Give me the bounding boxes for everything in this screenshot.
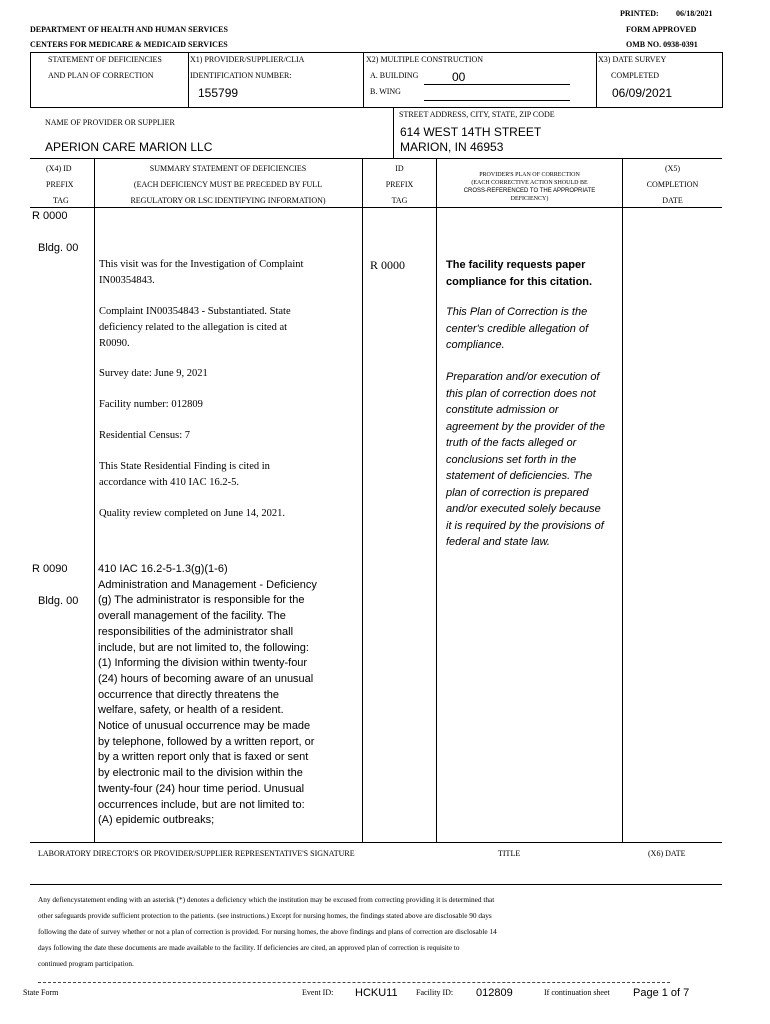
x1-label-2: IDENTIFICATION NUMBER:: [190, 71, 292, 80]
id-tag-r0000: R 0000: [370, 258, 406, 272]
building-value: 00: [452, 70, 466, 84]
x3-label-1: X3) DATE SURVEY: [598, 55, 667, 64]
provider-number: 155799: [198, 86, 239, 100]
page-number: Page 1 of 7: [633, 987, 690, 999]
poc-preparation-paragraph: Preparation and/or execution of this plan of correction does not constitute admission or agreement by the provider of the truth of the facts alleged or conclusions set forth in the statement of deficiencies. The plan of correction is prepared and/or executed solely because it is required by the provisions of federal and state law.: [446, 371, 605, 548]
address-label: STREET ADDRESS, CITY, STATE, ZIP CODE: [399, 110, 555, 119]
footnote-line-5: continued program participation.: [38, 959, 134, 968]
statement-label-1: STATEMENT OF DEFICIENCIES: [48, 55, 162, 64]
omb-number: OMB NO. 0938-0391: [626, 40, 698, 49]
event-id-label: Event ID:: [302, 988, 334, 997]
id-label-1: ID: [395, 164, 404, 173]
x5-label-1: (X5): [664, 164, 681, 173]
tag-r0000: R 0000: [32, 210, 68, 222]
poc-label-1: PROVIDER'S PLAN OF CORRECTION: [479, 172, 580, 178]
bldg-label-2: Bldg. 00: [38, 595, 79, 607]
building-label: A. BUILDING: [370, 71, 419, 80]
statement-label-2: AND PLAN OF CORRECTION: [48, 71, 154, 80]
printed-label: PRINTED:: [620, 9, 659, 18]
residential-finding-paragraph: This State Residential Finding is cited in accordance with 410 IAC 16.2-5.: [99, 461, 270, 488]
poc-label-3: CROSS-REFERENCED TO THE APPROPRIATE: [463, 188, 596, 194]
poc-credible-allegation: This Plan of Correction is the center's credible allegation of compliance.: [446, 306, 589, 351]
poc-paper-compliance: The facility requests paper compliance for this citation.: [446, 259, 593, 288]
facility-id-label: Facility ID:: [416, 988, 454, 997]
facility-id-value: 012809: [476, 987, 513, 999]
survey-date-line: Survey date: June 9, 2021: [99, 368, 208, 379]
x4-label-3: TAG: [53, 196, 69, 205]
footnote-line-4: days following the date these documents are made available to the facility. If deficiencies are cited, an approved plan of correction is requisite to: [38, 943, 460, 952]
address-line-2: MARION, IN 46953: [400, 140, 504, 154]
footnote-line-3: following the date of survey whether or not a plan of correction is provided. For nursing homes, the above findings and plans of correction are disclosable 14: [38, 927, 497, 936]
printed-date: 06/18/2021: [676, 9, 713, 18]
survey-date: 06/09/2021: [612, 86, 673, 100]
x6-date-label: (X6) DATE: [648, 849, 686, 858]
wing-label: B. WING: [370, 87, 401, 96]
residential-census-line: Residential Census: 7: [99, 430, 190, 441]
state-form-label: State Form: [23, 988, 59, 997]
x3-label-2: COMPLETED: [611, 71, 659, 80]
signature-label: LABORATORY DIRECTOR'S OR PROVIDER/SUPPLIER REPRESENTATIVE'S SIGNATURE: [38, 849, 355, 858]
regulation-text: 410 IAC 16.2-5-1.3(g)(1-6) Administration and Management - Deficiency (g) The administrator is responsible for the overall management of the facility. The responsibilities of the administrator shall include, but are not limited to, the following: (1) Informing the division within twenty-four (24) hours of becoming aware of an unusual occurrence that directly threatens the welfare, safety, or health of a resident. Notice of unusual occurrence may be made by telephone, followed by a written report, or by a written report only that is faxed or sent by electronic mail to the division within the twenty-four (24) hour time period. Unusual occurrences include, but are not limited to: (A) epidemic outbreaks;: [98, 563, 317, 827]
centers-name: CENTERS FOR MEDICARE & MEDICAID SERVICES: [30, 40, 228, 49]
form-approved: FORM APPROVED: [626, 25, 697, 34]
x4-label-2: PREFIX: [46, 180, 74, 189]
provider-name: APERION CARE MARION LLC: [45, 140, 213, 154]
x2-label: X2) MULTIPLE CONSTRUCTION: [366, 55, 484, 64]
summary-label-2: (EACH DEFICIENCY MUST BE PRECEDED BY FULL: [133, 180, 323, 189]
x1-label-1: X1) PROVIDER/SUPPLIER/CLIA: [190, 55, 305, 64]
id-label-3: TAG: [391, 196, 408, 205]
provider-name-label: NAME OF PROVIDER OR SUPPLIER: [45, 118, 175, 127]
deficiency-paragraph-2: Complaint IN00354843 - Substantiated. State deficiency related to the allegation is cited at R0090.: [99, 306, 291, 349]
footnote-line-2: other safeguards provide sufficient protection to the patients. (see instructions.) Except for nursing homes, the findings stated above are disclosable 90 days: [38, 911, 492, 920]
facility-number-line: Facility number: 012809: [99, 399, 203, 410]
tag-r0090: R 0090: [32, 563, 68, 575]
bldg-label-1: Bldg. 00: [38, 242, 79, 254]
x4-label-1: (X4) ID: [46, 164, 72, 173]
x5-label-3: DATE: [662, 196, 683, 205]
summary-label-1: SUMMARY STATEMENT OF DEFICIENCIES: [149, 164, 307, 173]
footnote-line-1: Any defiencystatement ending with an asterisk (*) denotes a deficiency which the institution may be excused from correcting providing it is determined that: [38, 895, 495, 904]
quality-review-line: Quality review completed on June 14, 2021.: [99, 508, 286, 519]
address-line-1: 614 WEST 14TH STREET: [400, 125, 542, 139]
continuation-label: If continuation sheet: [544, 988, 610, 997]
poc-label-4: DEFICIENCY): [510, 196, 549, 202]
deficiency-paragraph-1: This visit was for the Investigation of Complaint IN00354843.: [99, 259, 304, 286]
summary-label-3: REGULATORY OR LSC IDENTIFYING INFORMATION): [130, 196, 326, 205]
event-id-value: HCKU11: [355, 987, 398, 999]
poc-label-2: (EACH CORRECTIVE ACTION SHOULD BE: [471, 180, 588, 186]
id-label-2: PREFIX: [385, 180, 414, 189]
title-label: TITLE: [498, 849, 521, 858]
department-name: DEPARTMENT OF HEALTH AND HUMAN SERVICES: [30, 25, 228, 34]
x5-label-2: COMPLETION: [646, 180, 699, 189]
